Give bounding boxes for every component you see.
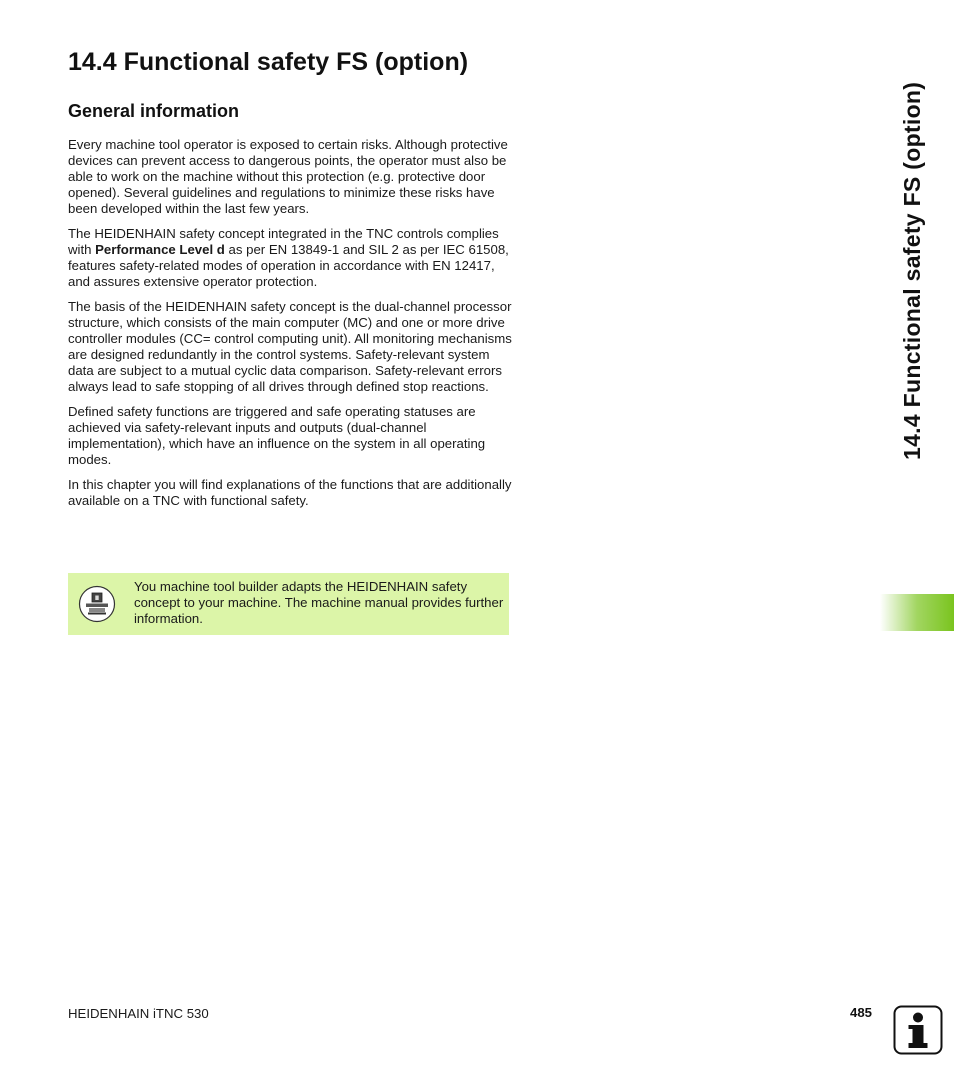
info-icon (893, 1005, 943, 1055)
paragraph-safety-concept-part-1: The HEIDENHAIN safety concept integrated in the TNC controls complies with (68, 226, 499, 257)
paragraph-safety-concept (68, 226, 513, 290)
paragraph-dual-channel: The basis of the HEIDENHAIN safety concept is the dual-channel processor structure, which consists of the main computer (MC) and one or more drive controller modules (CC= control computing unit). All monitoring mechanisms are designed redundantly in the control systems. Safety-relevant system data are subject to a mutual cyclic data comparison. Safety-relevant errors always lead to safe stopping of all drives through defined stop reactions. (68, 299, 512, 394)
vertical-chapter-title: 14.4 Functional safety FS (option) (899, 81, 925, 460)
paragraph-risks: Every machine tool operator is exposed to certain risks. Although protective devices can prevent access to dangerous points, the operator must also be able to work on the machine without this protection (e.g. protective door opened). Several guidelines and regulations to minimize these risks have been developed within the last few years. (68, 137, 508, 216)
footer-product-name: HEIDENHAIN iTNC 530 (68, 1006, 209, 1021)
machine-manual-icon (78, 585, 116, 623)
chapter-tab-marker (880, 594, 954, 631)
machine-note-box (68, 573, 509, 635)
body-text (68, 137, 513, 518)
machine-note-text: You machine tool builder adapts the HEIDENHAIN safety concept to your machine. The machine manual provides further information. (134, 579, 504, 626)
page-title: 14.4 Functional safety FS (option) (68, 48, 469, 76)
page-number: 485 (849, 1005, 872, 1020)
performance-level-emphasis: Performance Level d (95, 242, 225, 257)
paragraph-safety-functions: Defined safety functions are triggered and safe operating statuses are achieved via safety-relevant inputs and outputs (dual-channel implementation), which have an influence on the system in all operating modes. (68, 404, 486, 467)
paragraph-chapter-intro: In this chapter you will find explanations of the functions that are additionally available on a TNC with functional safety. (68, 477, 512, 508)
section-heading: General information (68, 101, 240, 121)
paragraph-safety-concept-part-2: as per EN 13849-1 and SIL 2 as per IEC 61508, features safety-related modes of operation in accordance with EN 12417, and assures extensive operator protection. (68, 242, 509, 289)
